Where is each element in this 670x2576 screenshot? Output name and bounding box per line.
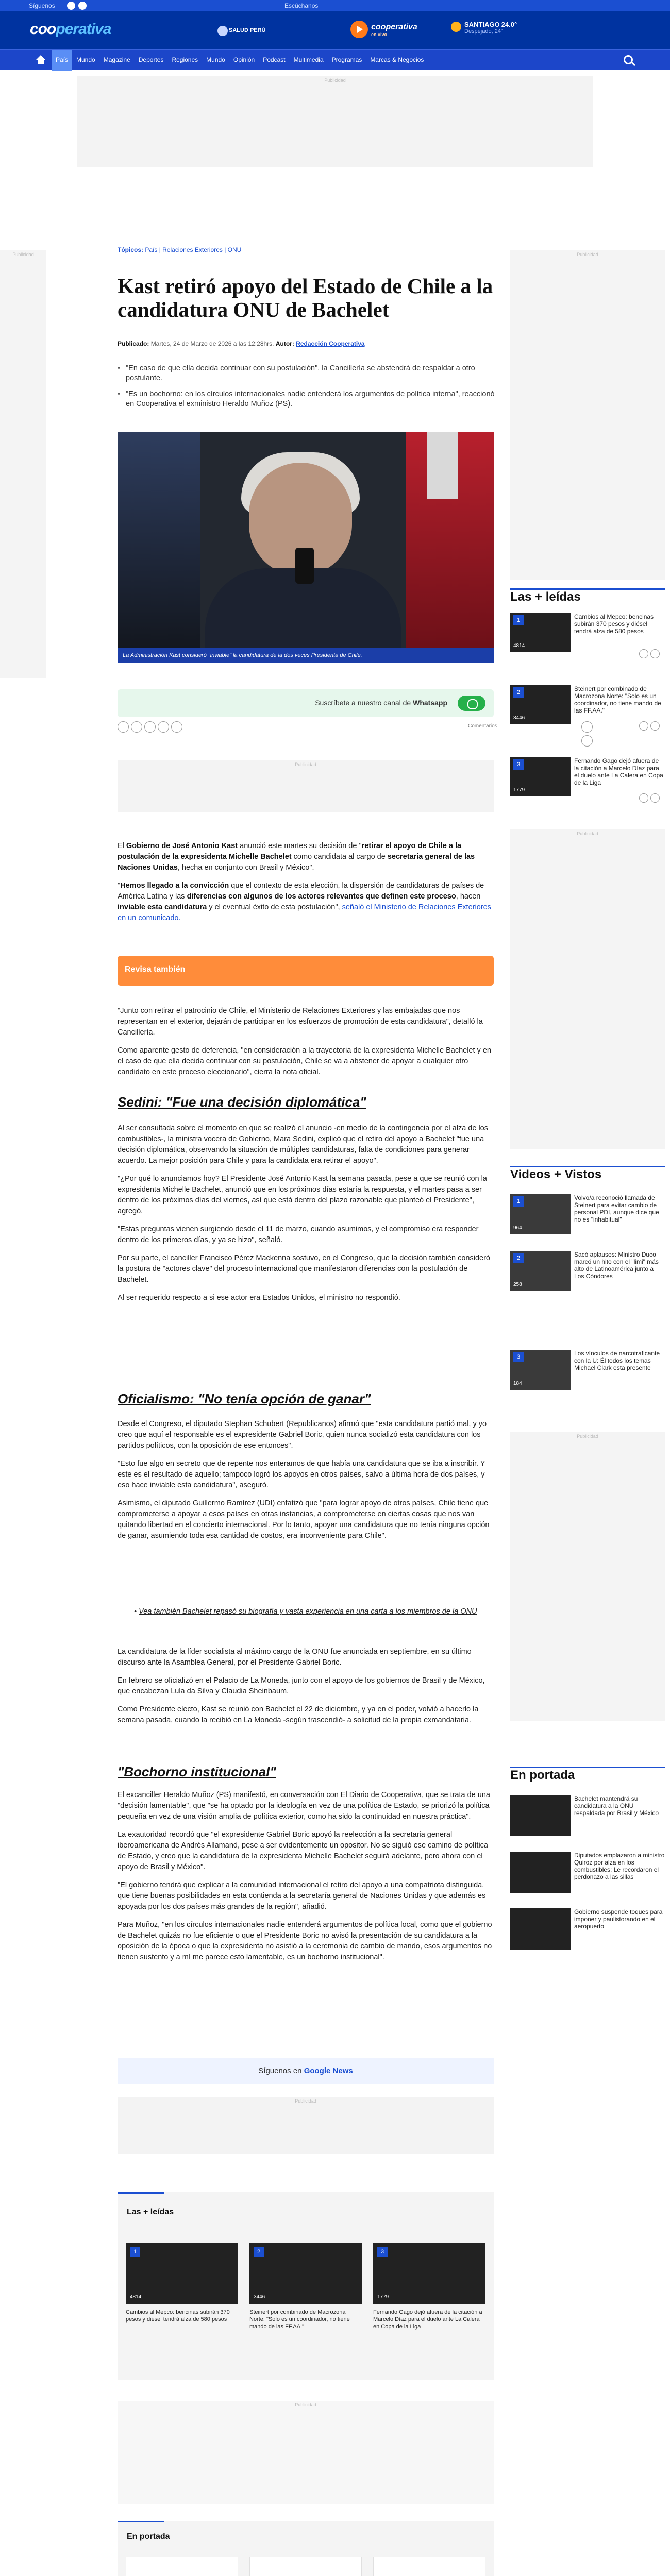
article-meta: Publicado: Martes, 24 de Marzo de 2026 a las 12:28hrs. Autor: Redacción Cooperativa (118, 340, 365, 347)
video-item[interactable]: 3 184 Los vínculos de narcotraficante con la U: Él todos los temas Michael Clark esta presente (510, 1350, 665, 1394)
mas-leidas-title: Las + leídas (510, 590, 581, 604)
paragraph: La candidatura de la líder socialista al máximo cargo de la ONU fue anunciada en septiembre, en su último discurso ante la Asamblea General, por el Presidente Gabriel Boric. (118, 1648, 472, 1667)
article-title: Kast retiró apoyo del Estado de Chile a la candidatura ONU de Bachelet (118, 274, 493, 321)
copy-link-icon[interactable] (171, 721, 182, 733)
topic-pais[interactable]: País (145, 246, 158, 253)
mas-leidas-card[interactable]: 1 4814 Cambios al Mepco: bencinas subirán 370 pesos y diésel tendrá alza de 580 pesos (126, 2243, 238, 2366)
thumbnail[interactable] (510, 1795, 571, 1836)
ad-right-mid: Publicidad (510, 829, 665, 1149)
portada-card[interactable] (249, 2557, 362, 2576)
facebook-icon[interactable] (639, 721, 648, 731)
paragraph: "Junto con retirar el patrocinio de Chile, el Ministerio de Relaciones Exteriores y las embajadas que nos representan en el exterior, dejarán de participar en los esfuerzos de promoción de esta candidatura", detalló la Cancillería. (118, 1007, 483, 1037)
paragraph: La exautoridad recordó que "el expresidente Gabriel Boric apoyó la reelección a la secretaria general iberoamericana de Andrés Allamand, pese a ser evidentemente un opositor. No se siguió ese camino de política de Estado, y creo que la candidatura de la expresidenta Michelle Bachelet seguirá adelante, pero ahora con el apoyo de Brasil y México". (118, 1831, 488, 1871)
nav-item[interactable]: Mundo (206, 56, 225, 63)
x-icon[interactable] (650, 649, 660, 658)
ad-banner-top: Publicidad (77, 76, 593, 167)
home-icon[interactable] (35, 55, 46, 65)
portada-item[interactable]: Bachelet mantendrá su candidatura a la ONU respaldada por Brasil y México (510, 1795, 665, 1840)
en-portada-box (118, 2521, 494, 2576)
paragraph: En febrero se oficializó en el Palacio de La Moneda, junto con el apoyo de los gobiernos de Brasil y de México, que encabezan Lula da Silva y Claudia Sheinbaum. (118, 1676, 485, 1696)
share-bar (118, 721, 497, 734)
topics-breadcrumb: Tópicos: País | Relaciones Exteriores | ONU (118, 246, 242, 253)
nav-item[interactable]: Regiones (172, 56, 198, 63)
thumbnail[interactable] (249, 2243, 362, 2304)
nav-item[interactable]: Programas (331, 56, 362, 63)
paragraph: Para Muñoz, "en los círculos internacionales nadie entenderá argumentos de política local, como que el gobierno de Bachelet quizás no fue eficiente o que el Presidente Boric no avisó la presentación de su candidatura a la oposición de la época o que la expresidenta no asistió a la ceremonia de cambio de mando, esos argumentos no tienen sustento y a mí me parece esto lamentable, es un bochorno institucional". (118, 1921, 492, 1961)
ad-bottom: Publicidad (118, 2097, 494, 2154)
article-summary (118, 364, 499, 415)
thumbnail[interactable] (510, 1852, 571, 1893)
paragraph: El excanciller Heraldo Muñoz (PS) manifestó, en conversación con El Diario de Cooperativa, que se trata de una "decisión lamentable", que "se ha optado por la ideología en vez de una política de Estado, se priorizó la política pequeña en vez de una visión amplia de política exterior, como ha sido la continuidad en nuestra práctica". (118, 1791, 490, 1821)
email-share-icon[interactable] (158, 721, 169, 733)
mas-leidas-item[interactable]: 2 3446 Steinert por combinado de Macrozona Norte: "Solo es un coordinador, no tiene mando de las FF.AA." (510, 685, 665, 730)
radio-live-logo[interactable]: cooperativa en vivo (350, 19, 433, 39)
subheading-oficialismo: Oficialismo: "No tenía opción de ganar" (118, 1391, 371, 1406)
ad-right-lower: Publicidad (510, 1432, 665, 1721)
subheading-sedini: Sedini: "Fue una decisión diplomática" (118, 1094, 366, 1110)
nav-item[interactable]: Podcast (263, 56, 286, 63)
photo-caption: La Administración Kast consideró "inviable" la candidatura de la dos veces Presidenta de Chile. (118, 648, 494, 663)
author-link[interactable]: Redacción Cooperativa (296, 340, 365, 347)
portada-card[interactable] (126, 2557, 238, 2576)
paragraph: "Esto fue algo en secreto que de repente nos enteramos de que había una candidatura que se iba a inscribir. Y este es el resultado de aquello; tampoco logró los apoyos en otros países, salvo a última hora de dos países, y eso hace inviable esta candidatura", aseguró. (118, 1460, 485, 1489)
mas-leidas-card[interactable]: 3 1779 Fernando Gago dejó afuera de la citación a Marcelo Díaz para el duelo ante La Calera en Copa de la Liga (373, 2243, 485, 2366)
facebook-icon[interactable] (639, 649, 648, 658)
video-item[interactable]: 2 258 Sacó aplausos: Ministro Duco marcó un hito con el "limi" más alto de Latinoamérica junto a Los Cóndores (510, 1251, 665, 1295)
nav-item[interactable]: Mundo (76, 56, 95, 63)
inline-link[interactable]: señaló el Ministerio de Relaciones Exteriores en un comunicado. (118, 903, 491, 922)
x-icon[interactable] (650, 721, 660, 731)
comments-link[interactable]: Comentarios (468, 723, 497, 729)
nav-item[interactable]: Magazine (103, 56, 130, 63)
portada-card[interactable] (373, 2557, 485, 2576)
vea-tambien-link[interactable]: • Vea también Bachelet repasó su biografía y vasta experiencia en una carta a los miembros de la ONU (134, 1607, 477, 1616)
site-header (0, 11, 670, 49)
sun-icon (451, 22, 461, 32)
facebook-share-icon[interactable] (118, 721, 129, 733)
thumbnail[interactable] (126, 2557, 238, 2576)
article-body-3 (118, 1123, 494, 1311)
topic-onu[interactable]: ONU (227, 246, 242, 253)
partner-logo[interactable]: SALUD PERÚ (217, 22, 274, 40)
paragraph: Al ser consultada sobre el momento en que se realizó el anuncio -en medio de la contingencia por el alza de los combustibles-, la ministra vocera de Gobierno, Mara Sedini, explicó que el retiro del apoyo a Bachelet "fue una decisión diplomática, observando la situación de múltiples candidaturas, falta de condiciones para generar acuerdo. La mejor posición para Chile y para la candidata era retirar el apoyo". (118, 1124, 488, 1165)
play-icon (350, 21, 368, 38)
paragraph: Como Presidente electo, Kast se reunió con Bachelet el 22 de diciembre, y ya en el poder, volvió a hacerlo la semana pasada, cuando la recibió en La Moneda -según trascendió- a solicitud de la propia exmandataria. (118, 1705, 479, 1724)
eye-icon-views: 4814 (513, 643, 525, 649)
paragraph: Al ser requerido respecto a si ese actor era Estados Unidos, el ministro no respondió. (118, 1294, 400, 1302)
nav-item[interactable]: Multimedia (293, 56, 324, 63)
twitter-icon[interactable] (78, 2, 87, 10)
partner-icon (217, 26, 228, 36)
paragraph: Como aparente gesto de deferencia, "en consideración a la trayectoria de la expresidenta Michelle Bachelet y en el caso de que ella decida continuar con su postulación, Chile se va a abstener de apoyar a cualquier otro candidato en este proceso eleccionario", cierra la nota oficial. (118, 1046, 491, 1076)
videos-title: Videos + Vistos (510, 1167, 602, 1181)
nav-item[interactable]: Deportes (138, 56, 164, 63)
mas-leidas-item[interactable]: 3 1779 Fernando Gago dejó afuera de la citación a Marcelo Díaz para el duelo ante La Calera en Copa de la Liga (510, 757, 665, 802)
whatsapp-icon[interactable] (458, 696, 485, 711)
search-icon[interactable] (624, 55, 633, 64)
thumbnail[interactable] (373, 2557, 485, 2576)
article-body-6 (118, 1790, 494, 1970)
en-portada-box-title: En portada (127, 2532, 170, 2541)
mas-leidas-card[interactable]: 2 3446 Steinert por combinado de Macrozona Norte: "Solo es un coordinador, no tiene mando de las FF.AA." (249, 2243, 362, 2366)
top-strip (0, 0, 670, 11)
article-body-2 (118, 1006, 494, 1085)
thumbnail[interactable] (510, 1908, 571, 1950)
google-news-banner[interactable]: Síguenos en Google News (118, 2058, 494, 2084)
article-body-5 (118, 1647, 494, 1733)
facebook-icon[interactable] (67, 2, 75, 10)
listen-link[interactable]: Escúchanos (284, 2, 319, 9)
paragraph: Por su parte, el canciller Francisco Pérez Mackenna sostuvo, en el Congreso, que la decisión también consideró la postura de "actores clave" del proceso internacional que manifestaron diferencias con la postulación de Bachelet. (118, 1254, 490, 1284)
paragraph: "Estas preguntas vienen surgiendo desde el 11 de marzo, cuando asumimos, y el compromiso era responder dentro de los primeros días, y ya se hizo", señaló. (118, 1225, 479, 1244)
article-body-1 (118, 841, 494, 931)
revisa-tambien-box[interactable]: Revisa también (118, 956, 494, 986)
portada-item[interactable]: Diputados emplazaron a ministro Quiroz por alza en los combustibles: Le recordaron el perdonazo a las sillas (510, 1852, 665, 1897)
ad-inline: Publicidad (118, 760, 494, 812)
summary-item: • "En caso de que ella decida continuar con su postulación", la Cancillería se abstendrá de respaldar a otro postulante. (118, 364, 499, 383)
ad-left: Publicidad (0, 250, 46, 678)
article-body-4 (118, 1419, 494, 1549)
whatsapp-banner[interactable]: Suscríbete a nuestro canal de Whatsapp (118, 689, 494, 717)
thumbnail[interactable] (249, 2557, 362, 2576)
paragraph: El Gobierno de José Antonio Kast anunció este martes su decisión de "retirar el apoyo de Chile a la postulación de la expresidenta Michelle Bachelet como candidata al cargo de secretaria general de las Naciones Unidas, hecha en conjunto con Brasil y México". (118, 842, 475, 872)
follow-label: Síguenos (29, 2, 55, 9)
mas-leidas-box-title: Las + leídas (127, 2208, 174, 2216)
x-share-icon[interactable] (131, 721, 142, 733)
thumbnail[interactable] (373, 2243, 485, 2304)
thumbnail[interactable] (126, 2243, 238, 2304)
mas-leidas-item[interactable]: 1 4814 Cambios al Mepco: bencinas subirán 370 pesos y diésel tendrá alza de 580 pesos (510, 613, 665, 657)
ad-bottom-2: Publicidad (118, 2401, 494, 2504)
paragraph: "¿Por qué lo anunciamos hoy? El Presidente José Antonio Kast la semana pasada, pese a que se reunió con la expresidenta Michelle Bachelet, anunció que en los próximos días estaría la respuesta, y el martes pasa a ser dentro de los próximos días del viernes, así que está dentro del plazo razonable que planteó el Presidente", agregó. (118, 1175, 487, 1215)
nav-item[interactable]: Marcas & Negocios (370, 56, 424, 63)
whatsapp-share-icon[interactable] (144, 721, 156, 733)
video-item[interactable]: 1 964 Volvo/a reconoció llamada de Steinert para evitar cambio de personal PDI, aunque dice que no es "inhabitual" (510, 1194, 665, 1239)
ad-right-top: Publicidad (510, 250, 665, 580)
summary-item: • "Es un bochorno: en los círculos internacionales nadie entenderá los argumentos de política interna", reaccionó en Cooperativa el exministro Heraldo Muñoz (PS). (118, 389, 499, 409)
paragraph: Desde el Congreso, el diputado Stephan Schubert (Republicanos) afirmó que "esta candidatura partió mal, y yo creo que aquí el responsable es el expresidente Gabriel Boric, quien nunca socializó esta candidatura con los partidos políticos, con la oposición de ese entonces". (118, 1420, 487, 1450)
article-photo (118, 432, 494, 648)
x-icon[interactable] (650, 793, 660, 803)
paragraph: "Hemos llegado a la convicción que el contexto de esta elección, la dispersión de candidaturas de países de América Latina y las diferencias con algunos de los actores relevantes que definen este proceso, hacen inviable esta candidatura y el eventual éxito de esta postulación", señaló el Ministerio de Relaciones Exteriores en un comunicado. (118, 882, 491, 922)
topic-relaciones[interactable]: Relaciones Exteriores (162, 246, 223, 253)
portada-item[interactable]: Gobierno suspende toques para imponer y paulistorando en el aeropuerto (510, 1908, 665, 1954)
subheading-bochorno: "Bochorno institucional" (118, 1764, 276, 1780)
site-logo[interactable]: cooperativa (30, 21, 111, 38)
paragraph: Asimismo, el diputado Guillermo Ramírez (UDI) enfatizó que "para lograr apoyo de otros países, Chile tiene que comprometerse a apoyar a esos países en otras instancias, a comprometerse en ciertas cosas que nos van quitando libertad en el concierto internacional. Por lo tanto, apoyar una candidatura que no tenía ninguna opción de ganar, asumiendo toda esa cantidad de costos, era inconveniente para Chile". (118, 1499, 490, 1540)
nav-item[interactable]: Opinión (233, 56, 255, 63)
mas-leidas-box (118, 2192, 494, 2380)
main-nav (0, 49, 670, 70)
weather-widget: SANTIAGO 24.0° Despejado, 24° (451, 21, 517, 35)
en-portada-title: En portada (510, 1768, 575, 1782)
nav-item[interactable]: País (52, 50, 72, 71)
link-icon[interactable] (581, 735, 593, 747)
paragraph: "El gobierno tendrá que explicar a la comunidad internacional el retiro del apoyo a una compatriota distinguida, que tiene buenas posibilidades en esta contienda a la secretaría general de Naciones Unidas y que además es apoyada por los dos países más grandes de la región", añadió. (118, 1881, 486, 1911)
facebook-icon[interactable] (639, 793, 648, 803)
